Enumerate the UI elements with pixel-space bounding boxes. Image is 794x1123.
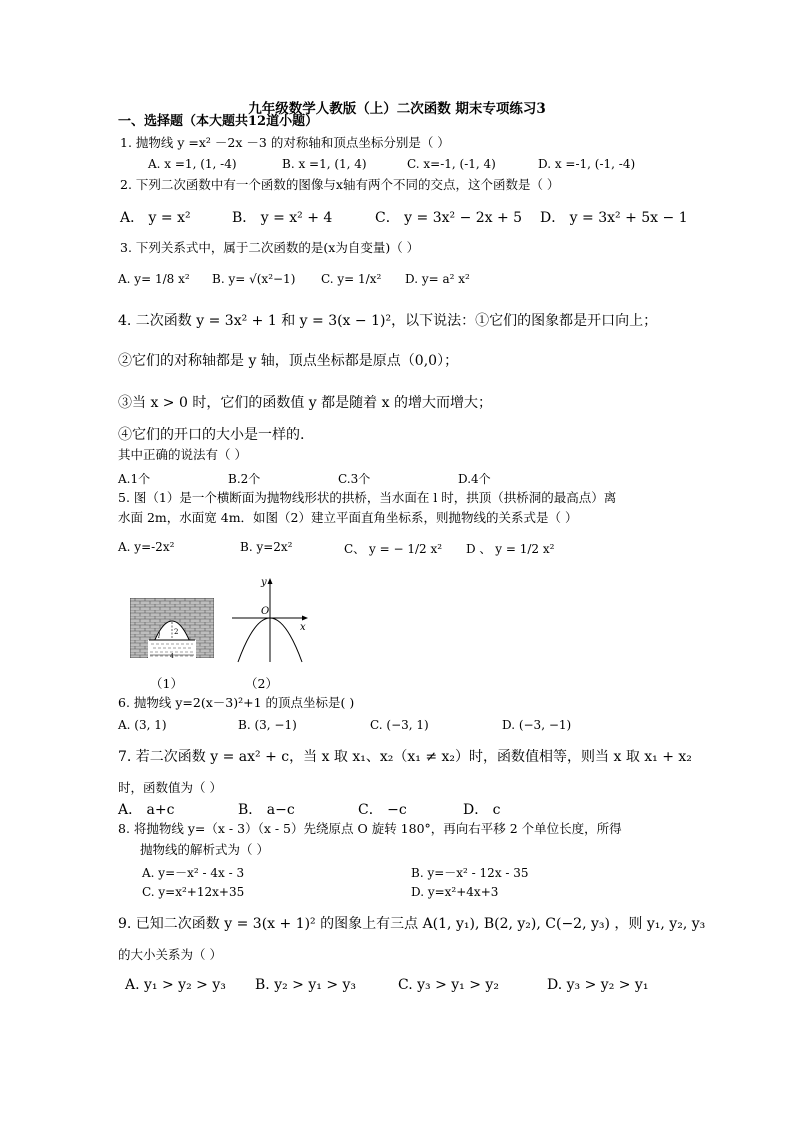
question-1-stem: 1. 抛物线 y =x² －2x －3 的对称轴和顶点坐标分别是（ ） [120,135,450,150]
option-c: C. y₃ > y₁ > y₂ [398,977,499,993]
option-a: A． y = x² [120,210,191,226]
option-d: D. (−3, −1) [502,718,572,732]
option-d: D． y = 3x² + 5x − 1 [540,210,688,226]
question-4-prompt: 其中正确的说法有（ ） [118,447,247,462]
option-d: D． c [463,802,501,818]
option-d: D. x =-1, (-1, -4) [538,157,636,171]
option-c: C． −c [358,802,407,818]
option-b: B. y= √(x²−1) [212,272,296,286]
option-c: C． y = 3x² − 2x + 5 [375,210,523,226]
question-4-statement-4: ④它们的开口的大小是一样的. [118,427,305,443]
option-b: B.2个 [228,472,261,486]
parabola-figure [230,574,310,664]
question-7-stem-2: 时，函数值为（ ） [118,780,222,795]
y-axis-label: y [261,577,267,588]
question-5-stem: 5. 图（1）是一个横断面为抛物线形状的拱桥，当水面在 l 时，拱顶（拱桥洞的最高点）离 [118,490,617,505]
option-c: C. (−3, 1) [370,718,429,732]
option-a: A． a+c [118,802,175,818]
option-d: D.4个 [458,472,491,486]
question-9-stem: 9. 已知二次函数 y = 3(x + 1)² 的图象上有三点 A(1, y₁), B(2, y₂), C(−2, y₃) ，则 y₁, y₂, y₃ [118,916,706,932]
option-b: B. x =1, (1, 4) [282,157,367,171]
origin-label: O [261,606,270,617]
question-8-stem: 8. 将抛物线 y=（x - 3）（x - 5）先绕原点 O 旋转 180°，再向右平移 2 个单位长度，所得 [118,821,622,836]
question-4-stem: 4. 二次函数 y = 3x² + 1 和 y = 3(x − 1)²，以下说法：①它们的图象都是开口向上； [118,313,658,329]
option-c: C. y=x²+12x+35 [142,885,245,899]
option-b: B． a−c [238,802,295,818]
bridge-height-label: 2 [174,628,179,636]
option-a: A. (3, 1) [118,718,167,732]
question-9-stem-2: 的大小关系为（ ） [118,947,222,962]
option-d: D. y= a² x² [405,272,470,286]
option-a: A.1个 [118,472,151,486]
option-b: B. y₂ > y₁ > y₃ [255,977,357,993]
water-line-label: l [158,632,161,640]
option-a: A. y=-2x² [118,540,175,554]
option-d: D. y=x²+4x+3 [411,885,499,899]
bridge-figure [130,598,214,658]
question-2-stem: 2. 下列二次函数中有一个函数的图像与x轴有两个不同的交点，这个函数是（ ） [120,177,560,192]
option-a: A. y= 1/8 x² [118,272,190,286]
question-4-statement-2: ②它们的对称轴都是 y 轴，顶点坐标都是原点（0,0）； [118,353,459,369]
question-5-stem-2: 水面 2m，水面宽 4m．如图（2）建立平面直角坐标系，则抛物线的关系式是（ ） [118,510,578,525]
x-axis-label: x [300,622,306,633]
figure-2-caption: （2） [245,676,278,691]
option-d: D. y₃ > y₂ > y₁ [547,977,649,993]
bridge-width-label: 4 [170,653,174,658]
option-d: D 、 y = 1/2 x² [466,542,555,556]
question-6-stem: 6. 抛物线 y=2(x－3)²+1 的顶点坐标是( ) [118,695,355,710]
option-c: C、 y = − 1/2 x² [344,542,443,556]
option-a: A. y₁ > y₂ > y₃ [125,977,226,993]
section-heading: 一、选择题（本大题共12道小题） [118,114,319,129]
option-a: A. x =1, (1, -4) [148,157,237,171]
page-title: 九年级数学人教版（上）二次函数 期末专项练习3 [248,101,546,117]
question-3-stem: 3. 下列关系式中，属于二次函数的是(x为自变量)（ ） [120,240,420,255]
option-b: B. y=－x² - 12x - 35 [411,866,529,880]
option-c: C. x=-1, (-1, 4) [407,157,496,171]
option-b: B. (3, −1) [238,718,297,732]
question-8-stem-2: 抛物线的解析式为（ ） [140,842,269,857]
option-c: C.3个 [338,472,371,486]
figure-1-caption: （1） [150,676,183,691]
option-c: C. y= 1/x² [321,272,382,286]
option-b: B． y = x² + 4 [232,210,333,226]
question-4-statement-3: ③当 x > 0 时，它们的函数值 y 都是随着 x 的增大而增大； [118,395,492,411]
question-7-stem: 7. 若二次函数 y = ax² + c，当 x 取 x₁、x₂（x₁ ≠ x₂）时，函数值相等，则当 x 取 x₁ + x₂ [118,749,692,765]
option-b: B. y=2x² [240,540,293,554]
option-a: A. y=－x² - 4x - 3 [142,866,245,880]
